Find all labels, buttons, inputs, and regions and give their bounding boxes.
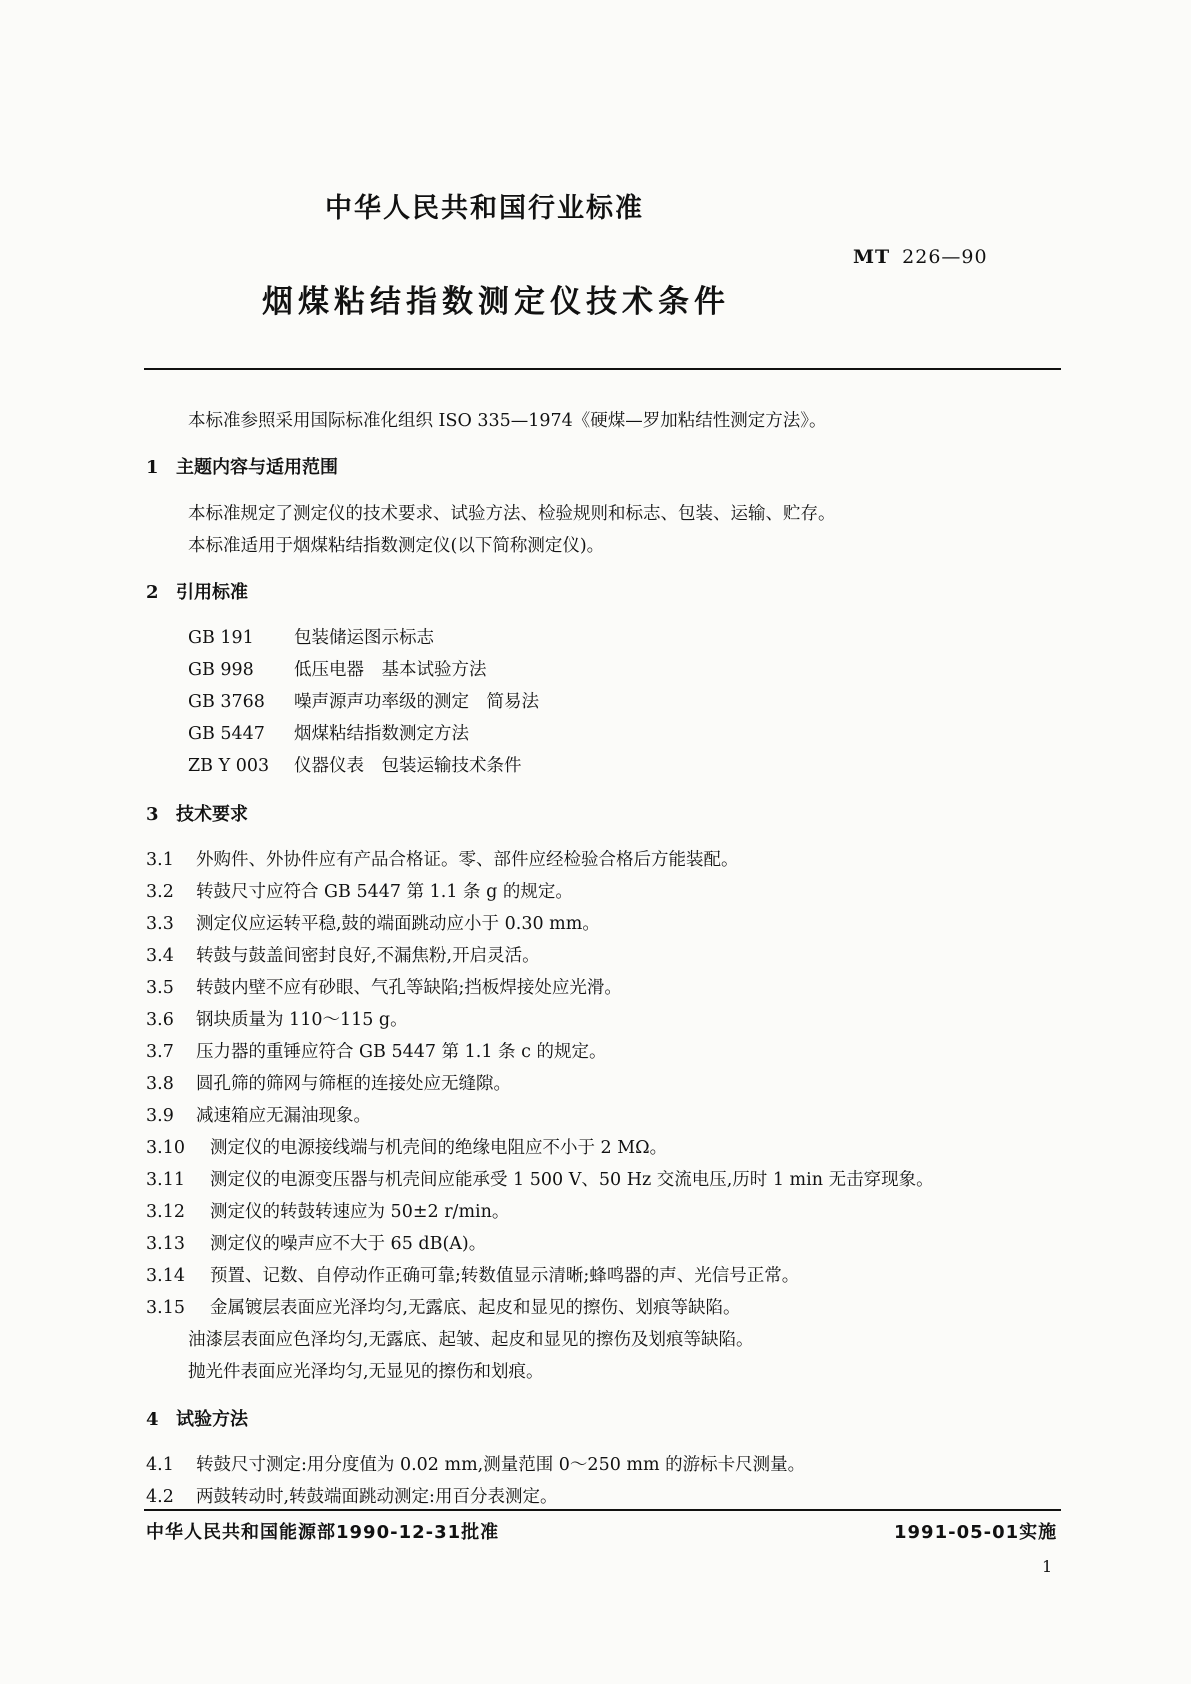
requirement-item — [146, 846, 739, 871]
item-number: 3.5 — [146, 978, 174, 998]
item-text: 钢块质量为 110～115 g。 — [196, 1010, 408, 1030]
requirement-item — [146, 1198, 509, 1223]
item-text: 转鼓尺寸测定:用分度值为 0.02 mm,测量范围 0～250 mm 的游标卡尺测量。 — [196, 1455, 806, 1475]
item-text: 测定仪应运转平稳,鼓的端面跳动应小于 0.30 mm。 — [196, 914, 600, 934]
reference-row — [188, 656, 487, 681]
requirement-item — [146, 1134, 667, 1159]
section-number: 1 — [146, 457, 159, 478]
reference-code: GB 3768 — [188, 692, 265, 712]
reference-row — [188, 720, 469, 745]
reference-row — [188, 752, 522, 777]
requirement-item — [146, 1294, 741, 1319]
item-number: 3.15 — [146, 1298, 185, 1318]
item-text: 金属镀层表面应光泽均匀,无露底、起皮和显见的擦伤、划痕等缺陷。 — [210, 1298, 741, 1318]
section-number: 2 — [146, 582, 159, 603]
item-number: 3.6 — [146, 1010, 174, 1030]
item-text: 压力器的重锤应符合 GB 5447 第 1.1 条 c 的规定。 — [196, 1042, 607, 1062]
reference-row — [188, 624, 434, 649]
reference-name: 烟煤粘结指数测定方法 — [294, 724, 469, 744]
item-number: 3.2 — [146, 882, 174, 902]
standard-code-prefix: MT — [853, 246, 891, 268]
reference-row — [188, 688, 539, 713]
test-method-item — [146, 1451, 805, 1476]
requirement-item — [146, 1070, 511, 1095]
section-title: 引用标准 — [176, 582, 248, 603]
item-text: 转鼓尺寸应符合 GB 5447 第 1.1 条 g 的规定。 — [196, 882, 573, 902]
national-standard-heading: 中华人民共和国行业标准 — [325, 193, 644, 224]
reference-name: 低压电器 基本试验方法 — [294, 660, 487, 680]
section-1-paragraph: 本标准适用于烟煤粘结指数测定仪(以下简称测定仪)。 — [188, 536, 605, 556]
item-text: 转鼓内壁不应有砂眼、气孔等缺陷;挡板焊接处应光滑。 — [196, 978, 622, 998]
reference-name: 包装储运图示标志 — [294, 628, 434, 648]
item-number: 4.1 — [146, 1455, 174, 1475]
item-text: 预置、记数、自停动作正确可靠;转数值显示清晰;蜂鸣器的声、光信号正常。 — [210, 1266, 800, 1286]
section-title: 主题内容与适用范围 — [176, 457, 338, 478]
item-text: 减速箱应无漏油现象。 — [196, 1106, 371, 1126]
section-1-heading — [146, 453, 338, 479]
standard-code-number: 226—90 — [902, 246, 988, 268]
item-number: 3.11 — [146, 1170, 185, 1190]
requirement-item — [146, 942, 540, 967]
section-number: 4 — [146, 1409, 159, 1430]
test-method-item — [146, 1483, 557, 1508]
section-2-heading — [146, 578, 248, 604]
reference-code: GB 998 — [188, 660, 254, 680]
requirement-item — [146, 1262, 799, 1287]
reference-name: 仪器仪表 包装运输技术条件 — [294, 756, 522, 776]
reference-name: 噪声源声功率级的测定 简易法 — [294, 692, 539, 712]
item-text: 外购件、外协件应有产品合格证。零、部件应经检验合格后方能装配。 — [196, 850, 739, 870]
requirement-item — [146, 878, 573, 903]
item-text: 转鼓与鼓盖间密封良好,不漏焦粉,开启灵活。 — [196, 946, 540, 966]
requirement-continuation: 抛光件表面应光泽均匀,无显见的擦伤和划痕。 — [188, 1362, 544, 1382]
reference-code: GB 191 — [188, 628, 254, 648]
item-text: 圆孔筛的筛网与筛框的连接处应无缝隙。 — [196, 1074, 511, 1094]
item-number: 3.10 — [146, 1138, 185, 1158]
reference-code: ZB Y 003 — [188, 756, 270, 776]
header-divider — [144, 368, 1061, 370]
section-3-heading — [146, 800, 248, 826]
requirement-item — [146, 1038, 606, 1063]
document-title: 烟煤粘结指数测定仪技术条件 — [262, 284, 730, 320]
section-1-paragraph: 本标准规定了测定仪的技术要求、试验方法、检验规则和标志、包装、运输、贮存。 — [188, 504, 836, 524]
item-number: 3.13 — [146, 1234, 185, 1254]
section-title: 技术要求 — [176, 804, 248, 825]
item-number: 3.3 — [146, 914, 174, 934]
item-number: 3.8 — [146, 1074, 174, 1094]
footer-divider — [144, 1509, 1061, 1511]
item-number: 3.7 — [146, 1042, 174, 1062]
effective-date: 1991-05-01实施 — [894, 1522, 1058, 1543]
section-4-heading — [146, 1405, 248, 1431]
item-number: 3.9 — [146, 1106, 174, 1126]
item-text: 两鼓转动时,转鼓端面跳动测定:用百分表测定。 — [196, 1487, 558, 1507]
requirement-item — [146, 974, 622, 999]
requirement-item — [146, 1006, 408, 1031]
item-number: 3.1 — [146, 850, 174, 870]
item-number: 3.14 — [146, 1266, 185, 1286]
item-text: 测定仪的电源变压器与机壳间应能承受 1 500 V、50 Hz 交流电压,历时 1 min 无击穿现象。 — [210, 1170, 934, 1190]
item-text: 测定仪的转鼓转速应为 50±2 r/min。 — [210, 1202, 510, 1222]
item-number: 3.12 — [146, 1202, 185, 1222]
requirement-item — [146, 1102, 371, 1127]
section-title: 试验方法 — [176, 1409, 248, 1430]
approval-line: 中华人民共和国能源部1990-12-31批准 — [146, 1522, 500, 1543]
standard-code — [853, 246, 988, 268]
item-number: 3.4 — [146, 946, 174, 966]
requirement-continuation: 油漆层表面应色泽均匀,无露底、起皱、起皮和显见的擦伤及划痕等缺陷。 — [188, 1330, 754, 1350]
section-number: 3 — [146, 804, 159, 825]
item-text: 测定仪的电源接线端与机壳间的绝缘电阻应不小于 2 MΩ。 — [210, 1138, 668, 1158]
requirement-item — [146, 910, 600, 935]
item-number: 4.2 — [146, 1487, 174, 1507]
reference-code: GB 5447 — [188, 724, 265, 744]
requirement-item — [146, 1166, 934, 1191]
requirement-item — [146, 1230, 486, 1255]
intro-paragraph: 本标准参照采用国际标准化组织 ISO 335—1974《硬煤—罗加粘结性测定方法》。 — [188, 411, 827, 431]
item-text: 测定仪的噪声应不大于 65 dB(A)。 — [210, 1234, 487, 1254]
page-number: 1 — [1042, 1557, 1053, 1576]
